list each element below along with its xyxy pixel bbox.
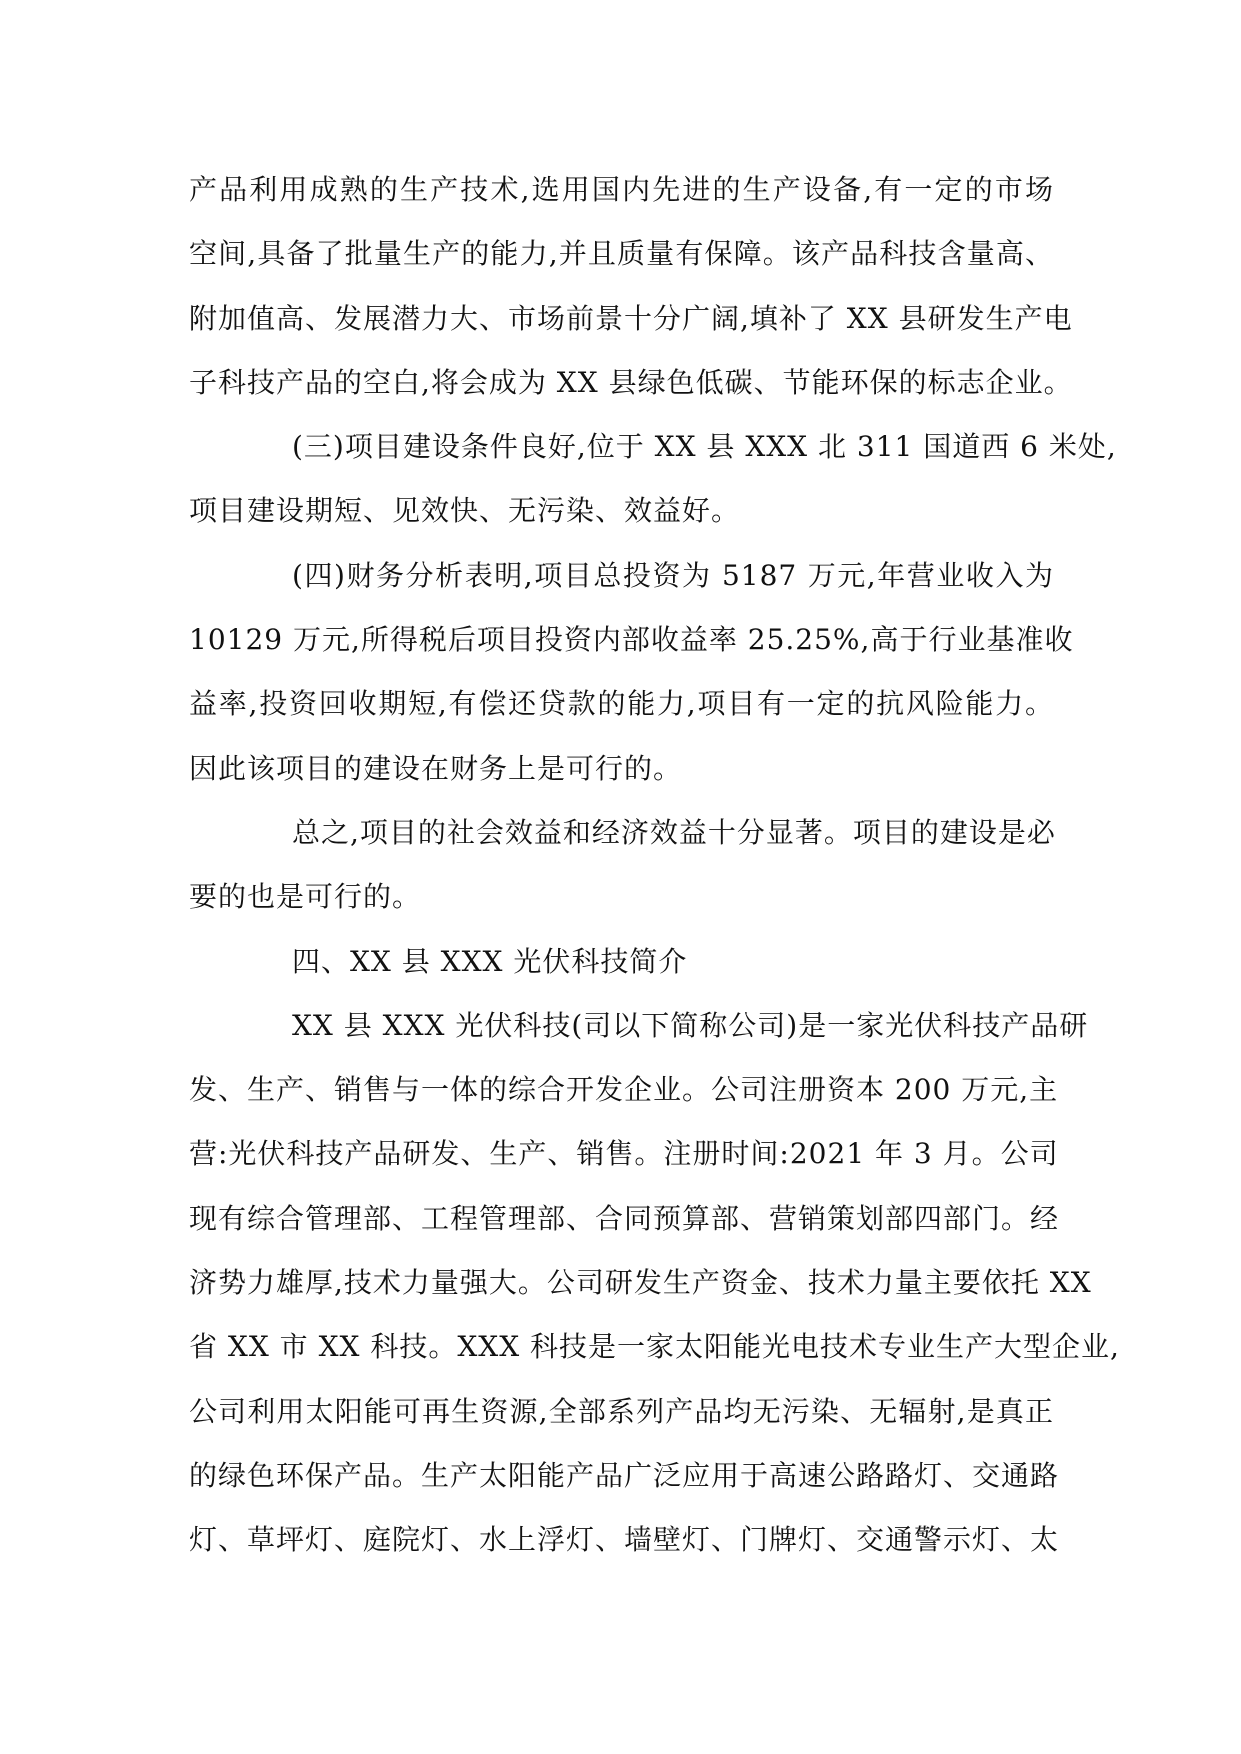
text-line: 益率,投资回收期短,有偿还贷款的能力,项目有一定的抗风险能力。 <box>189 687 1054 721</box>
text-line: 济势力雄厚,技术力量强大。公司研发生产资金、技术力量主要依托 XX <box>189 1266 1092 1300</box>
text-line: 10129 万元,所得税后项目投资内部收益率 25.25%,高于行业基准收 <box>189 623 1074 657</box>
text-line: 省 XX 市 XX 科技。XXX 科技是一家太阳能光电技术专业生产大型企业, <box>189 1330 1120 1364</box>
text-line: 总之,项目的社会效益和经济效益十分显著。项目的建设是必 <box>292 815 1056 849</box>
text-line: 空间,具备了批量生产的能力,并且质量有保障。该产品科技含量高、 <box>189 237 1054 271</box>
section-heading: 四、XX 县 XXX 光伏科技简介 <box>292 944 688 978</box>
text-line: (四)财务分析表明,项目总投资为 5187 万元,年营业收入为 <box>292 558 1054 592</box>
text-line: 要的也是可行的。 <box>189 880 422 914</box>
text-line: 因此该项目的建设在财务上是可行的。 <box>189 751 683 785</box>
text-line: 发、生产、销售与一体的综合开发企业。公司注册资本 200 万元,主 <box>189 1073 1059 1107</box>
text-line: (三)项目建设条件良好,位于 XX 县 XXX 北 311 国道西 6 米处, <box>292 430 1117 464</box>
text-line: 营:光伏科技产品研发、生产、销售。注册时间:2021 年 3 月。公司 <box>189 1137 1059 1171</box>
document-body <box>189 158 1120 1573</box>
text-line: 的绿色环保产品。生产太阳能产品广泛应用于高速公路路灯、交通路 <box>189 1458 1060 1492</box>
text-line: 附加值高、发展潜力大、市场前景十分广阔,填补了 XX 县研发生产电 <box>189 301 1073 335</box>
text-line: 灯、草坪灯、庭院灯、水上浮灯、墙壁灯、门牌灯、交通警示灯、太 <box>189 1523 1060 1557</box>
text-line: 现有综合管理部、工程管理部、合同预算部、营销策划部四部门。经 <box>189 1201 1060 1235</box>
text-line: 项目建设期短、见效快、无污染、效益好。 <box>189 494 741 528</box>
text-line: 子科技产品的空白,将会成为 XX 县绿色低碳、节能环保的标志企业。 <box>189 365 1073 399</box>
text-line: 公司利用太阳能可再生资源,全部系列产品均无污染、无辐射,是真正 <box>189 1394 1054 1428</box>
text-line: 产品利用成熟的生产技术,选用国内先进的生产设备,有一定的市场 <box>189 173 1054 206</box>
text-line: XX 县 XXX 光伏科技(司以下简称公司)是一家光伏科技产品研 <box>292 1008 1089 1042</box>
